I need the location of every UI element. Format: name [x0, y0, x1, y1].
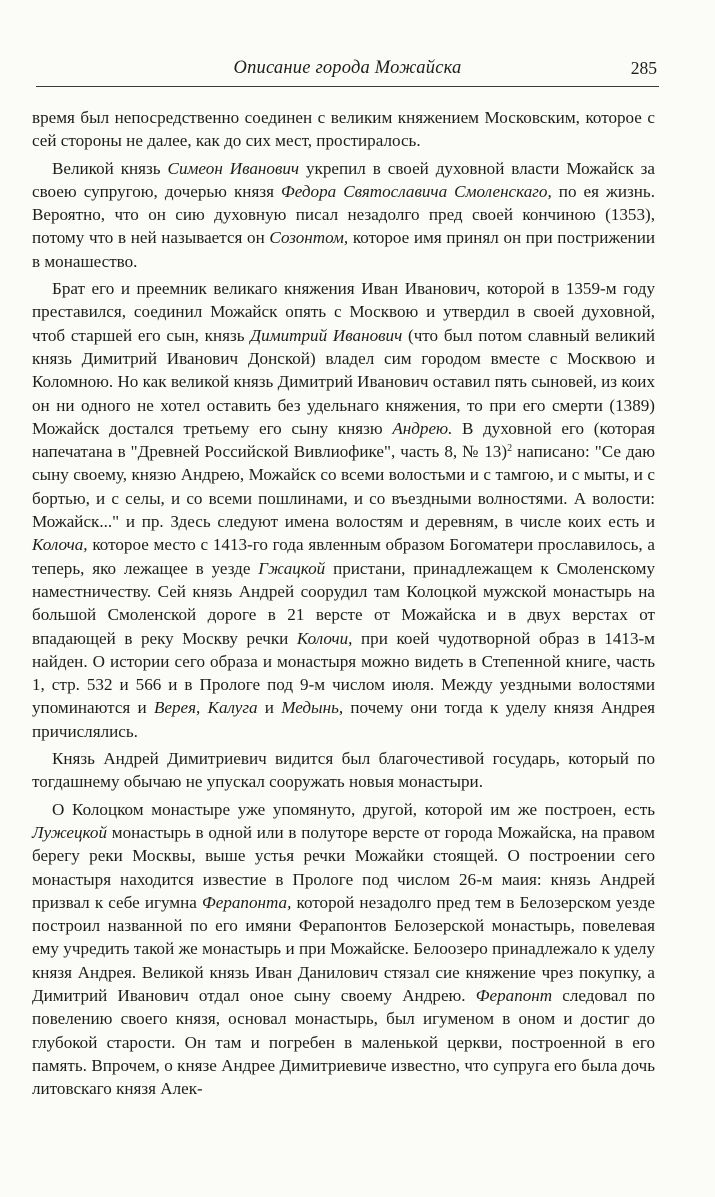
italic-text: Медынь,: [281, 698, 344, 718]
text-run: которой незадолго пред тем в Белозерском уезде построил названной по его имяни Ферапонтов Белозерской монастырь, повелевая ему учредить такой же монастырь и при Можайске. Белоозеро принадлежало к уделу князя Андрея. Великой князь Иван Данилович стязал сие княжение чрез покупку, а Димитрий Иванович отдал оное сыну своему Андрею.: [32, 892, 655, 1005]
text-run: почему они тогда к уделу князя Андрея причислялись.: [32, 698, 656, 741]
paragraph: [32, 277, 655, 743]
text-run: (что был потом славный великий князь Димитрий Иванович Донской) владел сим городом вместе с Москвою и Коломною. Но как великой князь Димитрий Иванович оставил пять сыновей, из коих он ни одного не хотел оставить без удельнаго княжения, то при его смерти (1389) Можайск достался третьему его сыну князю: [32, 325, 656, 438]
italic-text: Димитрий Иванович: [250, 325, 403, 345]
running-header: [36, 58, 659, 87]
text-run: Князь Андрей Димитриевич видится был благочестивой государь, который по тогдашнему обычаю не упускал сооружать новыя монастыри.: [32, 749, 655, 792]
text-run: монастырь в одной или в полуторе версте от города Можайска, на правом берегу реки Москвы, выше устья речки Можайки стоящей. О построении сего монастыря находится известие в Прологе под числом 26-м маия: князь Андрей призвал к себе игумна: [32, 822, 655, 912]
italic-text: Гжацкой: [258, 558, 326, 578]
text-run: время был непосредственно соединен с великим княжением Московским, которое с сей стороны не далее, как до сих мест, простиралось.: [32, 108, 655, 151]
text-run: Брат его и преемник великаго княжения Иван Иванович, которой в 1359-м году преставился, соединил Можайск опять с Москвою и утвердил в своей духовной, чтоб старшей его сын, князь: [32, 279, 655, 345]
italic-text: Ферапонт: [475, 985, 553, 1005]
text-run: [200, 698, 207, 717]
italic-text: Андрею.: [392, 418, 453, 438]
text-run: следовал по повелению своего князя, основал монастырь, был игуменом в оном и достиг до глубокой старости. Он там и погребен в маленькой церкви, построенной в его память. Впрочем, о князе Андрее Димитриевиче известно, что супруга его была дочь литовскаго князя Алек-: [32, 985, 656, 1099]
running-title: Описание города Можайска: [233, 58, 462, 78]
italic-text: Федора Святославича Смоленскаго,: [280, 181, 552, 201]
text-run: которое имя принял он при пострижении в монашество.: [32, 228, 655, 271]
italic-text: Колоча,: [32, 535, 88, 555]
paragraph: [32, 157, 655, 273]
page-number: 285: [630, 58, 657, 78]
italic-text: Калуга: [207, 698, 258, 718]
text-run: при коей чудотворной образ в 1413-м найден. О истории сего образа и монастыря можно видеть в Степенной книге, часть 1, стр. 532 и 566 и в Прологе под 9-м числом июля. Между уездными волостями упоминаются и: [32, 628, 655, 718]
text-run: по ея жизнь. Вероятно, что он сию духовную писал незадолго пред своей кончиною (1353), потому что в ней называется он: [32, 181, 655, 248]
italic-text: Созонтом,: [269, 228, 349, 248]
text-run: В духовной его (которая напечатана в "Древней Российской Вивлиофике", часть 8, № 13): [32, 418, 655, 462]
paragraph: [32, 747, 655, 794]
footnote-ref: 2: [507, 443, 513, 455]
italic-text: Верея,: [153, 698, 201, 718]
italic-text: Лужецкой: [32, 822, 107, 842]
text-run: и: [257, 698, 282, 718]
text-run: которое место с 1413-го года явленным образом Богоматери прославилось, а теперь, яко лежащее в уезде: [32, 535, 655, 578]
text-run: написано: "Се даю сыну своему, князю Андрею, Можайск со всеми волостьми и с тамгою, и с мыты, и с бортью, и с селы, и со всеми пошлинами, и со въездными волностями. А волости: Можайск..." и пр. Здесь следуют имена волостям и деревням, в числе коих есть и: [32, 442, 655, 532]
text-run: укрепил в своей духовной власти Можайск за своею супругою, дочерью князя: [32, 158, 655, 201]
paragraph: [32, 106, 655, 153]
italic-text: Симеон Иванович: [167, 158, 300, 178]
italic-text: Колочи,: [296, 628, 353, 648]
text-run: Великой князь: [52, 158, 168, 178]
paragraph: [32, 798, 655, 1101]
text-run: пристани, принадлежащем к Смоленскому наместничеству. Сей князь Андрей соорудил там Колоцкой мужской монастырь на большой Смоленской дороге в 21 версте от Можайска и в двух верстах от впадающей в реку Москву речки: [32, 558, 655, 648]
italic-text: Ферапонта,: [202, 892, 292, 912]
text-run: О Колоцком монастыре уже упомянуто, другой, которой им же построен, есть: [52, 799, 655, 819]
body-text: [32, 106, 655, 1104]
